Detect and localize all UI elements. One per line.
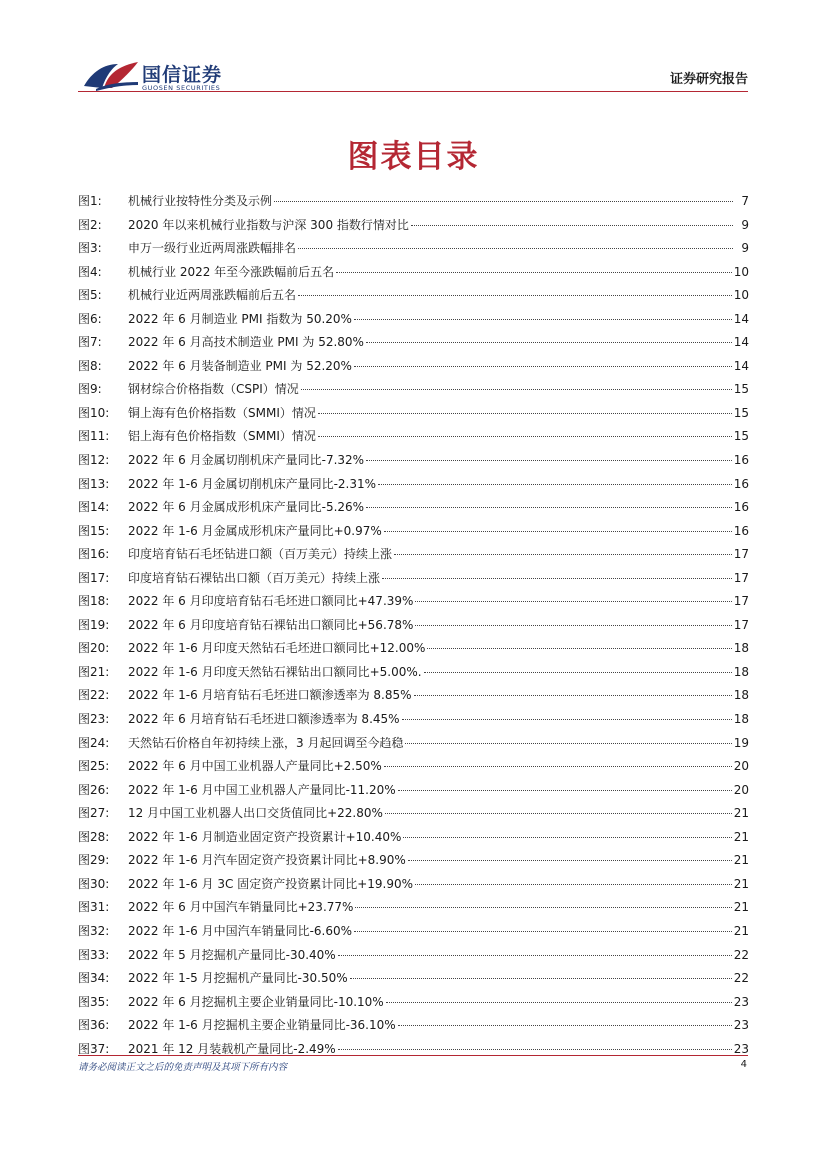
toc-dot-leader xyxy=(336,272,732,273)
toc-entry-title: 2022 年 1-5 月挖掘机产量同比-30.50% xyxy=(128,971,348,986)
toc-entry-number: 图9: xyxy=(78,382,102,397)
toc-entry-number: 图12: xyxy=(78,453,110,468)
toc-entry-title: 申万一级行业近两周涨跌幅排名 xyxy=(128,241,297,256)
toc-entry-page: 23 xyxy=(733,1018,749,1033)
toc-dot-leader xyxy=(274,201,733,202)
toc-entry-number: 图31: xyxy=(78,900,110,915)
toc-dot-leader xyxy=(350,978,732,979)
toc-entry[interactable] xyxy=(78,755,749,779)
toc-entry-number: 图5: xyxy=(78,288,102,303)
toc-entry[interactable] xyxy=(78,473,749,497)
toc-entry-page: 14 xyxy=(733,358,749,373)
toc-dot-leader xyxy=(366,342,732,343)
toc-entry-number: 图30: xyxy=(78,876,110,891)
toc-dot-leader xyxy=(366,507,732,508)
toc-dot-leader xyxy=(384,766,732,767)
toc-dot-leader xyxy=(384,531,732,532)
toc-dot-leader xyxy=(298,248,733,249)
toc-entry-number: 图26: xyxy=(78,782,110,797)
toc-entry[interactable] xyxy=(78,1014,749,1038)
toc-entry-title: 印度培育钻石裸钻出口额（百万美元）持续上涨 xyxy=(128,570,381,585)
toc-entry-page: 18 xyxy=(733,688,749,703)
toc-entry-title: 2022 年 1-6 月制造业固定资产投资累计+10.40% xyxy=(128,829,402,844)
toc-entry-page: 16 xyxy=(733,453,749,468)
toc-entry[interactable] xyxy=(78,520,749,544)
toc-entry-title: 2022 年 1-6 月挖掘机主要企业销量同比-36.10% xyxy=(128,1018,396,1033)
toc-entry[interactable] xyxy=(78,590,749,614)
toc-entry[interactable] xyxy=(78,308,749,332)
toc-entry[interactable] xyxy=(78,614,749,638)
toc-entry-page: 10 xyxy=(733,288,749,303)
toc-entry-number: 图8: xyxy=(78,358,102,373)
toc-entry[interactable] xyxy=(78,237,749,261)
toc-entry[interactable] xyxy=(78,637,749,661)
toc-entry-title: 2022 年 6 月高技术制造业 PMI 为 52.80% xyxy=(128,335,364,350)
toc-dot-leader xyxy=(402,719,732,720)
toc-entry[interactable] xyxy=(78,779,749,803)
toc-entry-title: 2022 年 1-6 月金属切削机床产量同比-2.31% xyxy=(128,476,377,491)
toc-entry[interactable] xyxy=(78,849,749,873)
toc-dot-leader xyxy=(355,907,731,908)
toc-entry-page: 14 xyxy=(733,335,749,350)
toc-dot-leader xyxy=(378,484,732,485)
toc-entry-page: 21 xyxy=(733,876,749,891)
toc-entry-number: 图13: xyxy=(78,476,110,491)
toc-entry-title: 2022 年 6 月培育钻石毛坯进口额渗透率为 8.45% xyxy=(128,712,400,727)
toc-dot-leader xyxy=(301,389,732,390)
footer-disclaimer: 请务必阅读正文之后的免责声明及其项下所有内容 xyxy=(78,1062,288,1073)
toc-entry-title: 机械行业近两周涨跌幅前后五名 xyxy=(128,288,297,303)
toc-dot-leader xyxy=(354,931,732,932)
toc-dot-leader xyxy=(415,884,732,885)
toc-dot-leader xyxy=(318,413,732,414)
logo-chinese-name: 国信证券 xyxy=(142,64,223,86)
toc-entry-number: 图36: xyxy=(78,1018,110,1033)
toc-entry-page: 15 xyxy=(733,405,749,420)
toc-entry-number: 图2: xyxy=(78,217,102,232)
toc-dot-leader xyxy=(354,319,732,320)
toc-entry[interactable] xyxy=(78,425,749,449)
toc-dot-leader xyxy=(354,366,732,367)
toc-entry-title: 2022 年 6 月金属切削机床产量同比-7.32% xyxy=(128,453,365,468)
toc-entry-number: 图19: xyxy=(78,617,110,632)
guosen-logo-icon xyxy=(82,58,140,92)
toc-entry-page: 22 xyxy=(733,971,749,986)
toc-dot-leader xyxy=(382,578,732,579)
toc-entry-page: 18 xyxy=(733,712,749,727)
footer-divider xyxy=(78,1055,748,1056)
company-logo xyxy=(82,58,242,94)
toc-entry[interactable] xyxy=(78,543,749,567)
toc-entry-page: 20 xyxy=(733,759,749,774)
toc-entry[interactable] xyxy=(78,402,749,426)
toc-dot-leader xyxy=(411,225,733,226)
toc-dot-leader xyxy=(405,743,731,744)
toc-entry-number: 图1: xyxy=(78,194,102,208)
toc-dot-leader xyxy=(318,436,732,437)
toc-entry-number: 图14: xyxy=(78,500,110,515)
toc-entry-page: 9 xyxy=(741,241,749,256)
toc-entry[interactable] xyxy=(78,331,749,355)
toc-dot-leader xyxy=(408,860,732,861)
toc-entry-title: 2022 年 6 月制造业 PMI 指数为 50.20% xyxy=(128,311,352,326)
toc-entry[interactable] xyxy=(78,190,749,214)
toc-entry-title: 2022 年 6 月印度培育钻石毛坯进口额同比+47.39% xyxy=(128,594,414,609)
logo-english-name: GUOSEN SECURITIES xyxy=(142,84,221,92)
toc-entry-number: 图17: xyxy=(78,570,110,585)
toc-entry[interactable] xyxy=(78,732,749,756)
toc-entry-number: 图6: xyxy=(78,311,102,326)
toc-entry[interactable] xyxy=(78,567,749,591)
toc-entry-number: 图25: xyxy=(78,759,110,774)
toc-entry-title: 机械行业按特性分类及示例 xyxy=(128,194,273,208)
toc-dot-leader xyxy=(394,554,732,555)
toc-entry[interactable] xyxy=(78,920,749,944)
toc-entry-number: 图10: xyxy=(78,405,110,420)
toc-entry-page: 10 xyxy=(733,264,749,279)
toc-dot-leader xyxy=(415,601,731,602)
toc-entry-number: 图35: xyxy=(78,994,110,1009)
toc-entry-number: 图18: xyxy=(78,594,110,609)
toc-entry-number: 图32: xyxy=(78,923,110,938)
toc-entry-number: 图20: xyxy=(78,641,110,656)
toc-entry-title: 2022 年 1-6 月中国汽车销量同比-6.60% xyxy=(128,923,353,938)
toc-dot-leader xyxy=(398,1025,732,1026)
page-title: 图表目录 xyxy=(347,139,480,175)
toc-entry-page: 22 xyxy=(733,947,749,962)
toc-entry-title: 2022 年 1-6 月培育钻石毛坯进口额渗透率为 8.85% xyxy=(128,688,412,703)
toc-entry-title: 2022 年 1-6 月汽车固定资产投资累计同比+8.90% xyxy=(128,853,406,868)
toc-entry-number: 图4: xyxy=(78,264,102,279)
toc-entry-page: 19 xyxy=(733,735,749,750)
toc-entry-title: 铜上海有色价格指数（SMMI）情况 xyxy=(128,405,316,420)
toc-entry-number: 图24: xyxy=(78,735,110,750)
toc-entry[interactable] xyxy=(78,261,749,285)
toc-entry[interactable] xyxy=(78,991,749,1015)
toc-entry[interactable] xyxy=(78,449,749,473)
toc-entry[interactable] xyxy=(78,284,749,308)
figure-table-of-contents xyxy=(78,190,749,1061)
toc-entry-page: 23 xyxy=(733,1041,749,1056)
toc-entry-number: 图28: xyxy=(78,829,110,844)
toc-entry-number: 图29: xyxy=(78,853,110,868)
toc-entry-title: 2022 年 1-6 月印度天然钻石裸钻出口额同比+5.00%. xyxy=(128,664,422,679)
toc-entry[interactable] xyxy=(78,873,749,897)
toc-entry-page: 15 xyxy=(733,429,749,444)
toc-entry-page: 23 xyxy=(733,994,749,1009)
toc-entry-page: 7 xyxy=(741,194,749,208)
toc-entry-page: 16 xyxy=(733,523,749,538)
toc-dot-leader xyxy=(366,460,732,461)
toc-entry-page: 17 xyxy=(733,617,749,632)
toc-entry-number: 图23: xyxy=(78,712,110,727)
toc-entry-page: 17 xyxy=(733,594,749,609)
toc-entry-page: 21 xyxy=(733,923,749,938)
toc-entry-page: 17 xyxy=(733,570,749,585)
toc-entry-title: 天然钻石价格自年初持续上涨，3 月起回调至今趋稳 xyxy=(128,735,404,750)
toc-dot-leader xyxy=(398,790,732,791)
toc-entry[interactable] xyxy=(78,944,749,968)
toc-dot-leader xyxy=(427,648,731,649)
toc-dot-leader xyxy=(298,295,732,296)
toc-entry-title: 铝上海有色价格指数（SMMI）情况 xyxy=(128,429,316,444)
toc-entry-number: 图3: xyxy=(78,241,102,256)
header-divider xyxy=(78,91,748,92)
toc-entry-number: 图22: xyxy=(78,688,110,703)
toc-entry[interactable] xyxy=(78,496,749,520)
toc-entry-title: 2022 年 1-6 月 3C 固定资产投资累计同比+19.90% xyxy=(128,876,414,891)
toc-entry-page: 16 xyxy=(733,476,749,491)
toc-entry-page: 21 xyxy=(733,806,749,821)
toc-entry[interactable] xyxy=(78,708,749,732)
toc-entry-title: 2022 年 1-6 月印度天然钻石毛坯进口额同比+12.00% xyxy=(128,641,426,656)
toc-dot-leader xyxy=(424,672,732,673)
toc-entry-title: 2022 年 6 月装备制造业 PMI 为 52.20% xyxy=(128,358,352,373)
page-header xyxy=(0,0,827,100)
toc-entry-title: 2022 年 6 月中国工业机器人产量同比+2.50% xyxy=(128,759,382,774)
toc-entry-number: 图37: xyxy=(78,1041,110,1056)
toc-entry-page: 21 xyxy=(733,829,749,844)
report-type-label: 证券研究报告 xyxy=(669,72,748,87)
toc-entry-page: 18 xyxy=(733,664,749,679)
toc-entry[interactable] xyxy=(78,1038,749,1062)
toc-entry-page: 15 xyxy=(733,382,749,397)
toc-entry-title: 2021 年 12 月装载机产量同比-2.49% xyxy=(128,1041,336,1056)
toc-entry[interactable] xyxy=(78,355,749,379)
toc-entry-page: 21 xyxy=(733,853,749,868)
toc-entry-page: 14 xyxy=(733,311,749,326)
toc-entry-number: 图34: xyxy=(78,971,110,986)
toc-entry[interactable] xyxy=(78,684,749,708)
toc-entry-number: 图16: xyxy=(78,547,110,562)
toc-entry-number: 图11: xyxy=(78,429,110,444)
toc-entry-number: 图21: xyxy=(78,664,110,679)
toc-dot-leader xyxy=(338,955,732,956)
toc-entry-title: 2022 年 6 月金属成形机床产量同比-5.26% xyxy=(128,500,365,515)
toc-entry-title: 机械行业 2022 年至今涨跌幅前后五名 xyxy=(128,264,335,279)
toc-entry[interactable] xyxy=(78,826,749,850)
toc-dot-leader xyxy=(386,1002,732,1003)
toc-entry-page: 9 xyxy=(741,217,749,232)
toc-entry-title: 印度培育钻石毛坯钻进口额（百万美元）持续上涨 xyxy=(128,547,393,562)
toc-dot-leader xyxy=(414,695,732,696)
toc-entry-title: 2022 年 5 月挖掘机产量同比-30.40% xyxy=(128,947,336,962)
toc-entry-title: 钢材综合价格指数（CSPI）情况 xyxy=(128,382,299,397)
toc-entry-page: 20 xyxy=(733,782,749,797)
toc-entry[interactable] xyxy=(78,214,749,238)
toc-entry-title: 2022 年 6 月中国汽车销量同比+23.77% xyxy=(128,900,354,915)
toc-entry-page: 17 xyxy=(733,547,749,562)
toc-entry-number: 图33: xyxy=(78,947,110,962)
toc-dot-leader xyxy=(403,837,731,838)
toc-entry-page: 18 xyxy=(733,641,749,656)
toc-entry-page: 21 xyxy=(733,900,749,915)
toc-dot-leader xyxy=(385,813,732,814)
toc-entry-number: 图7: xyxy=(78,335,102,350)
toc-dot-leader xyxy=(415,625,731,626)
toc-entry[interactable] xyxy=(78,967,749,991)
toc-entry-title: 2022 年 6 月印度培育钻石裸钻出口额同比+56.78% xyxy=(128,617,414,632)
toc-dot-leader xyxy=(338,1049,732,1050)
toc-entry-title: 2022 年 1-6 月中国工业机器人产量同比-11.20% xyxy=(128,782,396,797)
toc-entry-title: 12 月中国工业机器人出口交货值同比+22.80% xyxy=(128,806,383,821)
toc-entry-number: 图27: xyxy=(78,806,110,821)
page-number: 4 xyxy=(740,1059,747,1070)
toc-entry[interactable] xyxy=(78,378,749,402)
toc-entry-title: 2022 年 6 月挖掘机主要企业销量同比-10.10% xyxy=(128,994,384,1009)
toc-entry-page: 16 xyxy=(733,500,749,515)
toc-entry-number: 图15: xyxy=(78,523,110,538)
toc-entry[interactable] xyxy=(78,802,749,826)
toc-entry[interactable] xyxy=(78,661,749,685)
toc-entry-title: 2022 年 1-6 月金属成形机床产量同比+0.97% xyxy=(128,523,382,538)
toc-entry-title: 2020 年以来机械行业指数与沪深 300 指数行情对比 xyxy=(128,217,409,232)
toc-entry[interactable] xyxy=(78,896,749,920)
